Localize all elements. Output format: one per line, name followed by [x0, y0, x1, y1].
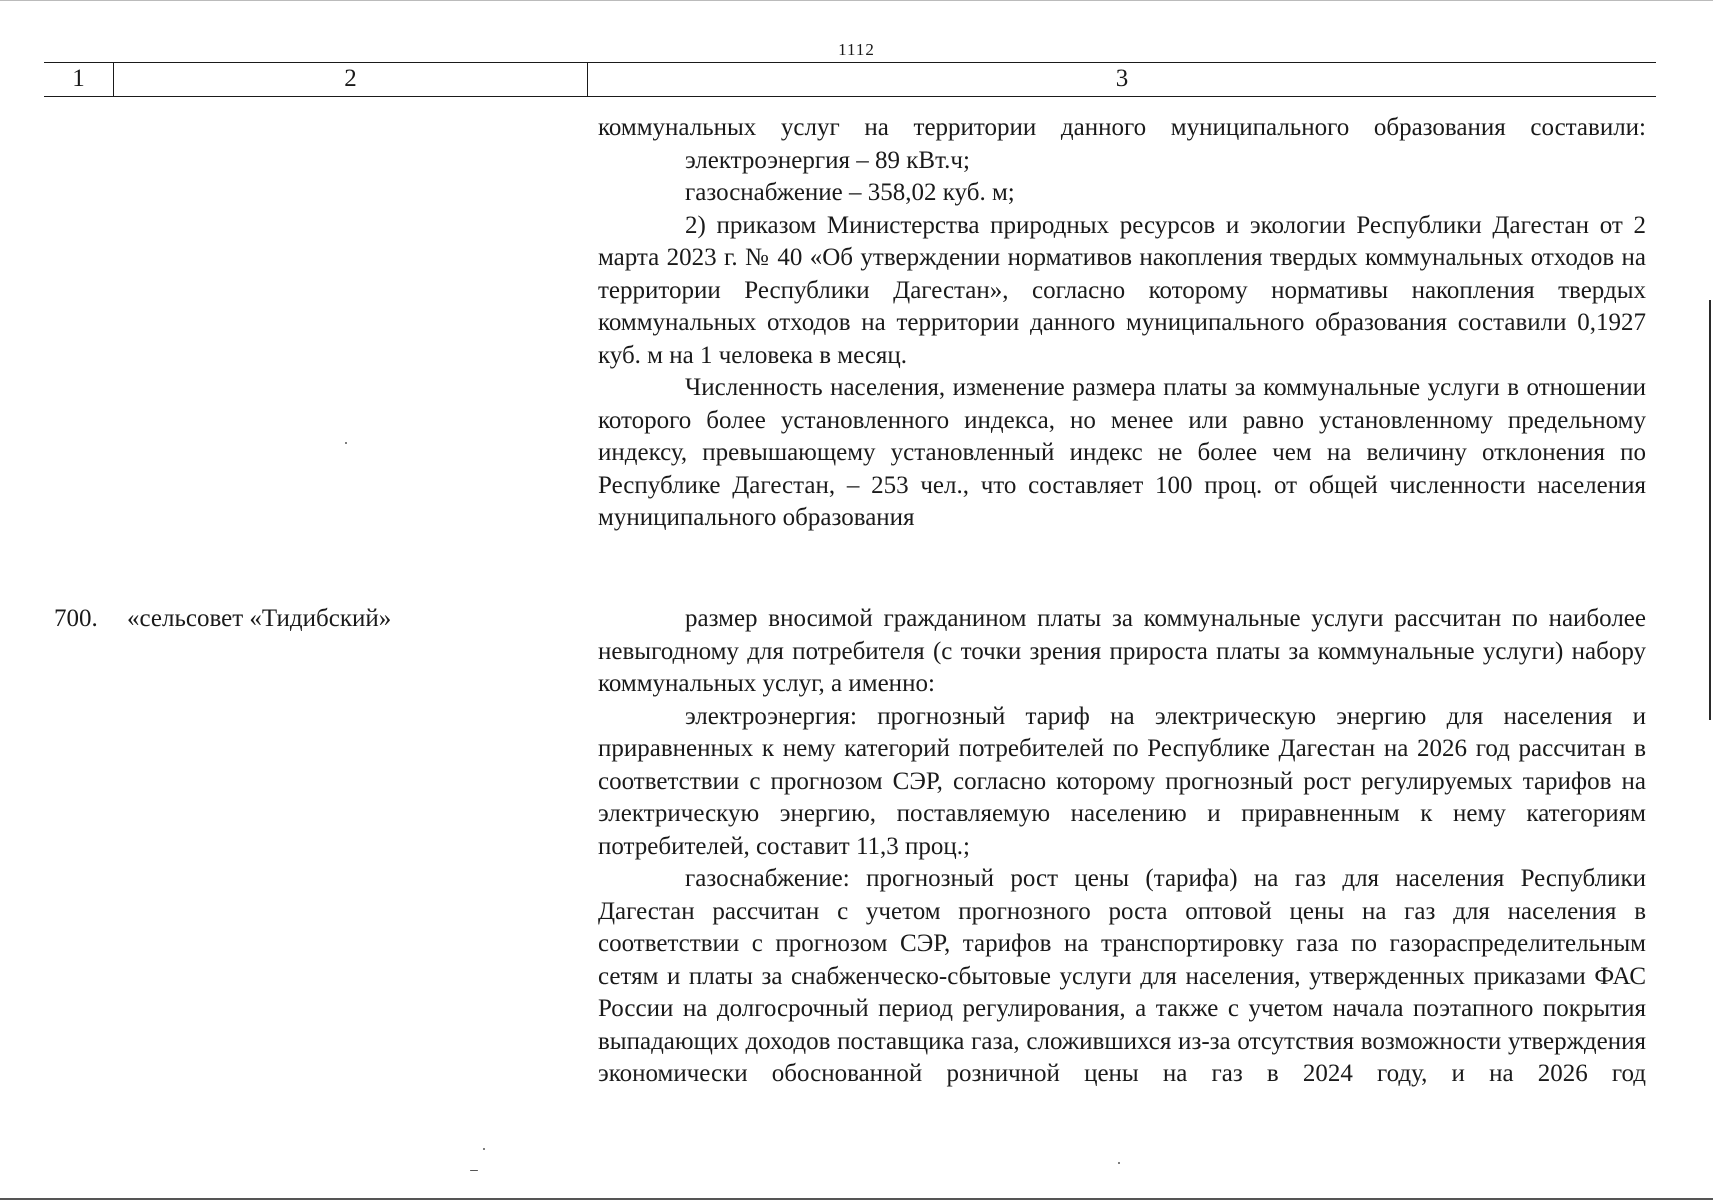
header-top-rule — [44, 62, 1656, 63]
scan-edge-top — [0, 0, 1713, 1]
row-municipality-name: «сельсовет «Тидибский» — [127, 605, 392, 632]
page-number: 1112 — [838, 40, 875, 59]
lower-paragraph-intro: размер вносимой гражданином платы за коммунальные услуги рассчитан по наиболее невыгодному для потребителя (с точки зрения прироста платы за коммунальные услуги) набору коммунальных услуг, а именно: — [598, 605, 1646, 697]
upper-text-block — [598, 112, 1646, 535]
upper-paragraph-population: Численность населения, изменение размера платы за коммунальные услуги в отношении которого более установленного индекса, но менее или равно установленному предельному индексу, превышающему установленный индекс не более чем на величину отклонения по Республике Дагестан, – 253 чел., что составляет 100 проц. от общей численности населения муниципального образования — [598, 374, 1646, 531]
upper-paragraph-1-line: коммунальных услуг на территории данного муниципального образования составили: — [598, 114, 1646, 141]
column-3-header: 3 — [1115, 65, 1129, 92]
scan-edge-right — [1709, 300, 1711, 720]
lower-text-block — [598, 603, 1646, 1091]
column-2-header: 2 — [344, 65, 357, 92]
upper-paragraph-order: 2) приказом Министерства природных ресурсов и экологии Республики Дагестан от 2 марта 2023 г. № 40 «Об утверждении нормативов накопления твердых коммунальных отходов на территории Республики Дагестан», согласно которому нормативы накопления твердых коммунальных отходов на территории данного муниципального образования составили 0,1927 куб. м на 1 человека в месяц. — [598, 211, 1646, 369]
column-1-header: 1 — [72, 65, 85, 92]
header-bottom-rule — [44, 96, 1656, 97]
scan-speck — [470, 1170, 478, 1171]
scan-speck — [1118, 1162, 1120, 1164]
row-number: 700. — [54, 605, 98, 632]
lower-paragraph-gas: газоснабжение: прогнозный рост цены (тарифа) на газ для населения Республики Дагестан рассчитан с учетом прогнозного роста оптовой цены на газ для населения в соответствии с прогнозом СЭР, тарифов на транспортировку газа по газораспределительным сетям и платы за снабженческо-сбытовые услуги для населения, утвержденных приказами ФАС России на долгосрочный период регулирования, а также с учетом начала поэтапного покрытия выпадающих доходов поставщика газа, сложившихся из-за отсутствия возможности утверждения экономически обоснованной розничной цены на газ в 2024 году, и на 2026 год — [598, 865, 1646, 1087]
upper-paragraph-electricity: электроэнергия – 89 кВт.ч; — [685, 146, 970, 174]
scan-speck — [345, 442, 347, 444]
upper-paragraph-gas: газоснабжение – 358,02 куб. м; — [685, 179, 1015, 206]
lower-paragraph-electricity: электроэнергия: прогнозный тариф на электрическую энергию для населения и приравненных к нему категорий потребителей по Республике Дагестан на 2026 год рассчитан в соответствии с прогнозом СЭР, согласно которому прогнозный рост регулируемых тарифов на электрическую энергию, поставляемую населению и приравненным к нему категориям потребителей, составит 11,3 проц.; — [598, 702, 1646, 860]
scan-speck — [483, 1148, 485, 1150]
